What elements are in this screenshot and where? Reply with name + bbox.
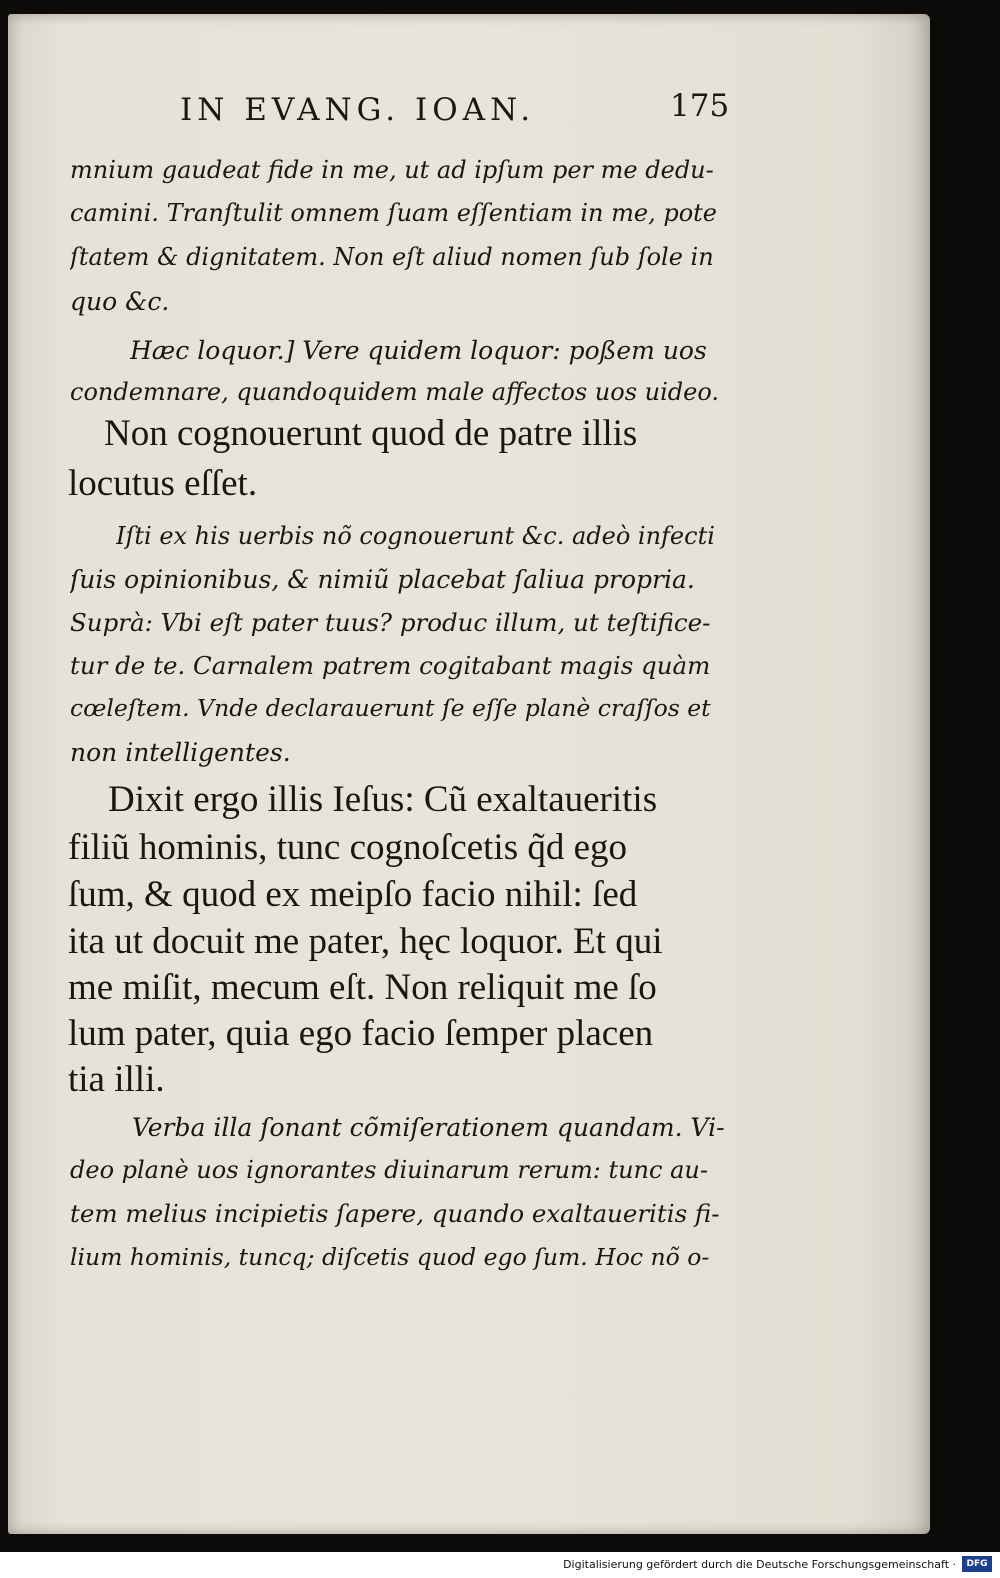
text-line: tur de te. Carnalem patrem cogitabant magis quàm	[70, 651, 711, 680]
text-line: Verba illa ſonant cõmiſerationem quandam. Vi-	[132, 1113, 725, 1142]
scripture-line: lum pater, quia ego facio ſemper placen	[68, 1013, 654, 1054]
text-line: deo planè uos ignorantes diuinarum rerum: tunc au-	[70, 1156, 708, 1184]
text-line: camini. Tranſtulit omnem ſuam eſſentiam in me, pote	[70, 199, 718, 227]
scripture-line: filiũ hominis, tunc cognoſcetis q̃d ego	[68, 827, 628, 868]
text-line: Iſti ex his uerbis nõ cognouerunt &c. adeò infecti	[116, 522, 715, 550]
running-title: IN EVANG. IOAN.	[180, 92, 536, 128]
scripture-line: ita ut docuit me pater, hęc loquor. Et qui	[68, 921, 663, 962]
text-line: Suprà: Vbi eſt pater tuus? produc illum, ut teſtifice-	[70, 608, 711, 637]
text-line: quo &c.	[70, 287, 170, 316]
text-line: condemnare, quandoquidem male affectos uos uideo.	[70, 378, 719, 406]
page-number: 175	[670, 88, 730, 124]
scripture-line: locutus eſſet.	[68, 463, 258, 504]
scripture-line: tia illi.	[68, 1059, 165, 1100]
scripture-line: Dixit ergo illis Ieſus: Cũ exaltaueritis	[108, 779, 658, 820]
text-line: mnium gaudeat fide in me, ut ad ipſum per me dedu-	[70, 156, 714, 184]
digitization-credit: Digitalisierung gefördert durch die Deutsche Forschungsgemeinschaft ·	[563, 1558, 956, 1571]
scripture-line: me miſit, mecum eſt. Non reliquit me ſo	[68, 967, 657, 1008]
dfg-logo-icon: DFG	[962, 1556, 992, 1572]
text-line: non intelligentes.	[70, 738, 291, 767]
text-line: tem melius incipietis ſapere, quando exaltaueritis fi-	[70, 1199, 720, 1228]
text-line: lium hominis, tuncq; diſcetis quod ego ſum. Hoc nõ o-	[70, 1243, 710, 1271]
text-line: ſtatem & dignitatem. Non eſt aliud nomen ſub ſole in	[70, 243, 714, 271]
text-line: ſuis opinionibus, & nimiũ placebat ſaliua propria.	[70, 565, 695, 594]
book-page	[8, 14, 930, 1534]
scripture-line: Non cognouerunt quod de patre illis	[104, 413, 638, 454]
text-line: Hæc loquor.] Vere quidem loquor: poßem uos	[130, 336, 707, 365]
scripture-line: ſum, & quod ex meipſo facio nihil: ſed	[68, 874, 638, 915]
text-line: cœleſtem. Vnde declarauerunt ſe eſſe planè craſſos et	[70, 694, 711, 722]
